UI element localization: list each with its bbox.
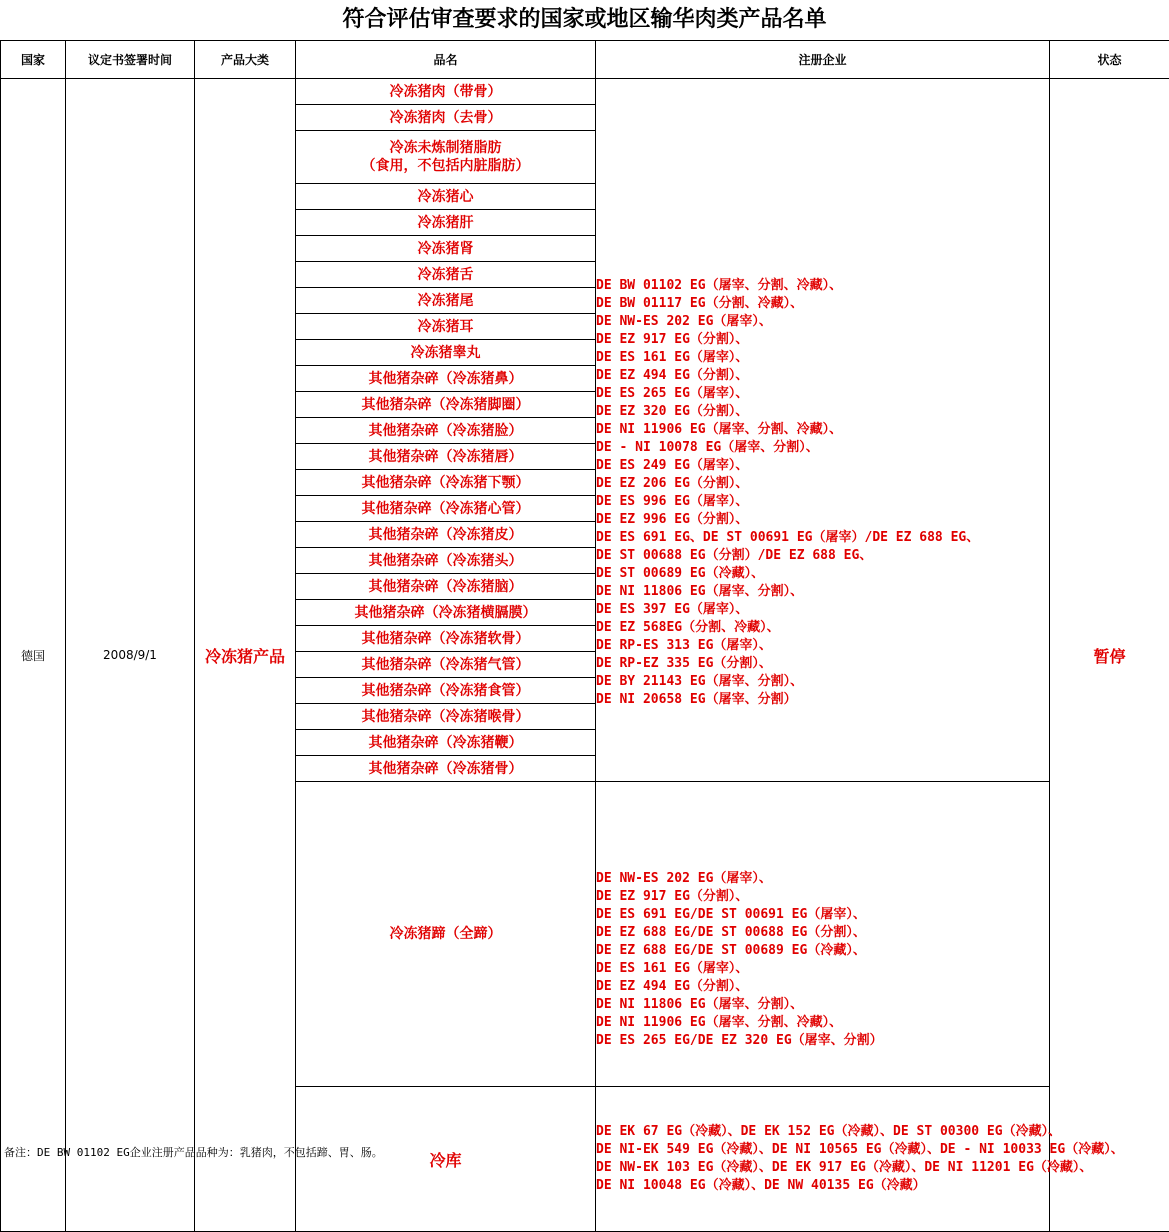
enterprise-line: DE ES 265 EG/DE EZ 320 EG（屠宰、分割） [596,1032,1049,1050]
enterprise-line: DE NW-EK 103 EG（冷藏）、DE EK 917 EG（冷藏）、DE NI 11201 EG（冷藏）、 [596,1159,1169,1177]
product-cell: 冷冻猪舌 [296,262,596,288]
enterprise-line: DE NI 20658 EG（屠宰、分割） [596,691,1049,709]
enterprise-line: DE ES 691 EG、DE ST 00691 EG（屠宰）/DE EZ 688 EG、 [596,529,1049,547]
product-cell: 其他猪杂碎（冷冻猪头） [296,548,596,574]
enterprise-line: DE EZ 917 EG（分割）、 [596,888,1049,906]
enterprise-line: DE EZ 688 EG/DE ST 00689 EG（冷藏）、 [596,942,1049,960]
header-date: 议定书签署时间 [66,41,195,79]
enterprise-line: DE NI 11906 EG（屠宰、分割、冷藏）、 [596,1014,1049,1032]
product-cell: 其他猪杂碎（冷冻猪喉骨） [296,704,596,730]
enterprise-line: DE NI 10048 EG（冷藏）、DE NW 40135 EG（冷藏） [596,1177,1169,1195]
product-fat-label: 冷冻未炼制猪脂肪 [296,139,595,157]
enterprise-line: DE NW-ES 202 EG（屠宰）、 [596,870,1049,888]
enterprise-line: DE BW 01102 EG（屠宰、分割、冷藏）、 [596,277,1049,295]
country-cell: 德国 [1,79,66,1232]
status-badge: 暂停 [1050,79,1169,1232]
enterprise-main-cell [596,79,1050,782]
header-enterprise: 注册企业 [596,41,1050,79]
product-cell: 其他猪杂碎（冷冻猪皮） [296,522,596,548]
product-table [0,40,1169,1232]
enterprise-line: DE ES 161 EG（屠宰）、 [596,960,1049,978]
product-cell: 其他猪杂碎（冷冻猪脚圈） [296,392,596,418]
enterprise-line: DE ES 691 EG/DE ST 00691 EG（屠宰）、 [596,906,1049,924]
category-pork: 冷冻猪产品 [195,79,296,1232]
enterprise-line: DE EZ 494 EG（分割）、 [596,978,1049,996]
product-cell: 其他猪杂碎（冷冻猪脑） [296,574,596,600]
product-cell: 其他猪杂碎（冷冻猪鞭） [296,730,596,756]
enterprise-line: DE ES 996 EG（屠宰）、 [596,493,1049,511]
enterprise-line: DE EZ 996 EG（分割）、 [596,511,1049,529]
header-status: 状态 [1050,41,1169,79]
product-cell: 冷冻猪尾 [296,288,596,314]
enterprise-line: DE EZ 917 EG（分割）、 [596,331,1049,349]
enterprise-line: DE ES 265 EG（屠宰）、 [596,385,1049,403]
product-cell-fat [296,131,596,184]
product-cell: 其他猪杂碎（冷冻猪食管） [296,678,596,704]
enterprise-line: DE EZ 688 EG/DE ST 00688 EG（分割）、 [596,924,1049,942]
page-title: 符合评估审查要求的国家或地区输华肉类产品名单 [0,0,1169,40]
enterprise-line: DE ES 397 EG（屠宰）、 [596,601,1049,619]
category-cold: 冷库 [296,1087,596,1232]
enterprise-line: DE NI 11906 EG（屠宰、分割、冷藏）、 [596,421,1049,439]
enterprise-trotter-cell [596,782,1050,1087]
enterprise-line: DE EZ 494 EG（分割）、 [596,367,1049,385]
enterprise-line: DE NI-EK 549 EG（冷藏）、DE NI 10565 EG（冷藏）、DE - NI 10033 EG（冷藏）、 [596,1141,1169,1159]
enterprise-line: DE EZ 320 EG（分割）、 [596,403,1049,421]
product-cell: 其他猪杂碎（冷冻猪心管） [296,496,596,522]
product-cell: 冷冻猪肝 [296,210,596,236]
product-cell-trotter: 冷冻猪蹄（全蹄） [296,782,596,1087]
product-cell: 其他猪杂碎（冷冻猪骨） [296,756,596,782]
product-cell: 冷冻猪肾 [296,236,596,262]
product-cell: 冷冻猪肉（带骨） [296,79,596,105]
product-cell: 其他猪杂碎（冷冻猪脸） [296,418,596,444]
product-cell: 其他猪杂碎（冷冻猪横膈膜） [296,600,596,626]
product-cell: 冷冻猪心 [296,184,596,210]
enterprise-line: DE NI 11806 EG（屠宰、分割）、 [596,996,1049,1014]
enterprise-line: DE RP-EZ 335 EG（分割）、 [596,655,1049,673]
product-fat-sub: （食用，不包括内脏脂肪） [296,157,595,175]
enterprise-line: DE BW 01117 EG（分割、冷藏）、 [596,295,1049,313]
product-cell: 其他猪杂碎（冷冻猪鼻） [296,366,596,392]
footnote: 备注：DE BW 01102 EG企业注册产品品种为：乳猪肉，不包括蹄、胃、肠。 [4,1144,383,1160]
header-country: 国家 [1,41,66,79]
product-cell: 其他猪杂碎（冷冻猪软骨） [296,626,596,652]
header-category: 产品大类 [195,41,296,79]
product-cell: 其他猪杂碎（冷冻猪下颚） [296,470,596,496]
enterprise-line: DE - NI 10078 EG（屠宰、分割）、 [596,439,1049,457]
product-cell: 冷冻猪肉（去骨） [296,105,596,131]
enterprise-line: DE EZ 568EG（分割、冷藏）、 [596,619,1049,637]
enterprise-line: DE RP-ES 313 EG（屠宰）、 [596,637,1049,655]
enterprise-cold-cell [596,1087,1169,1232]
enterprise-line: DE ES 161 EG（屠宰）、 [596,349,1049,367]
enterprise-line: DE ES 249 EG（屠宰）、 [596,457,1049,475]
enterprise-line: DE BY 21143 EG（屠宰、分割）、 [596,673,1049,691]
enterprise-line: DE NW-ES 202 EG（屠宰）、 [596,313,1049,331]
header-product: 品名 [296,41,596,79]
product-cell: 其他猪杂碎（冷冻猪气管） [296,652,596,678]
product-cell: 冷冻猪耳 [296,314,596,340]
date-cell: 2008/9/1 [66,79,195,1232]
product-cell: 冷冻猪睾丸 [296,340,596,366]
enterprise-line: DE ST 00688 EG（分割）/DE EZ 688 EG、 [596,547,1049,565]
header-row [1,41,1169,79]
enterprise-line: DE EK 67 EG（冷藏）、DE EK 152 EG（冷藏）、DE ST 00300 EG（冷藏）、 [596,1123,1169,1141]
product-cell: 其他猪杂碎（冷冻猪唇） [296,444,596,470]
enterprise-line: DE EZ 206 EG（分割）、 [596,475,1049,493]
enterprise-line: DE NI 11806 EG（屠宰、分割）、 [596,583,1049,601]
enterprise-line: DE ST 00689 EG（冷藏）、 [596,565,1049,583]
